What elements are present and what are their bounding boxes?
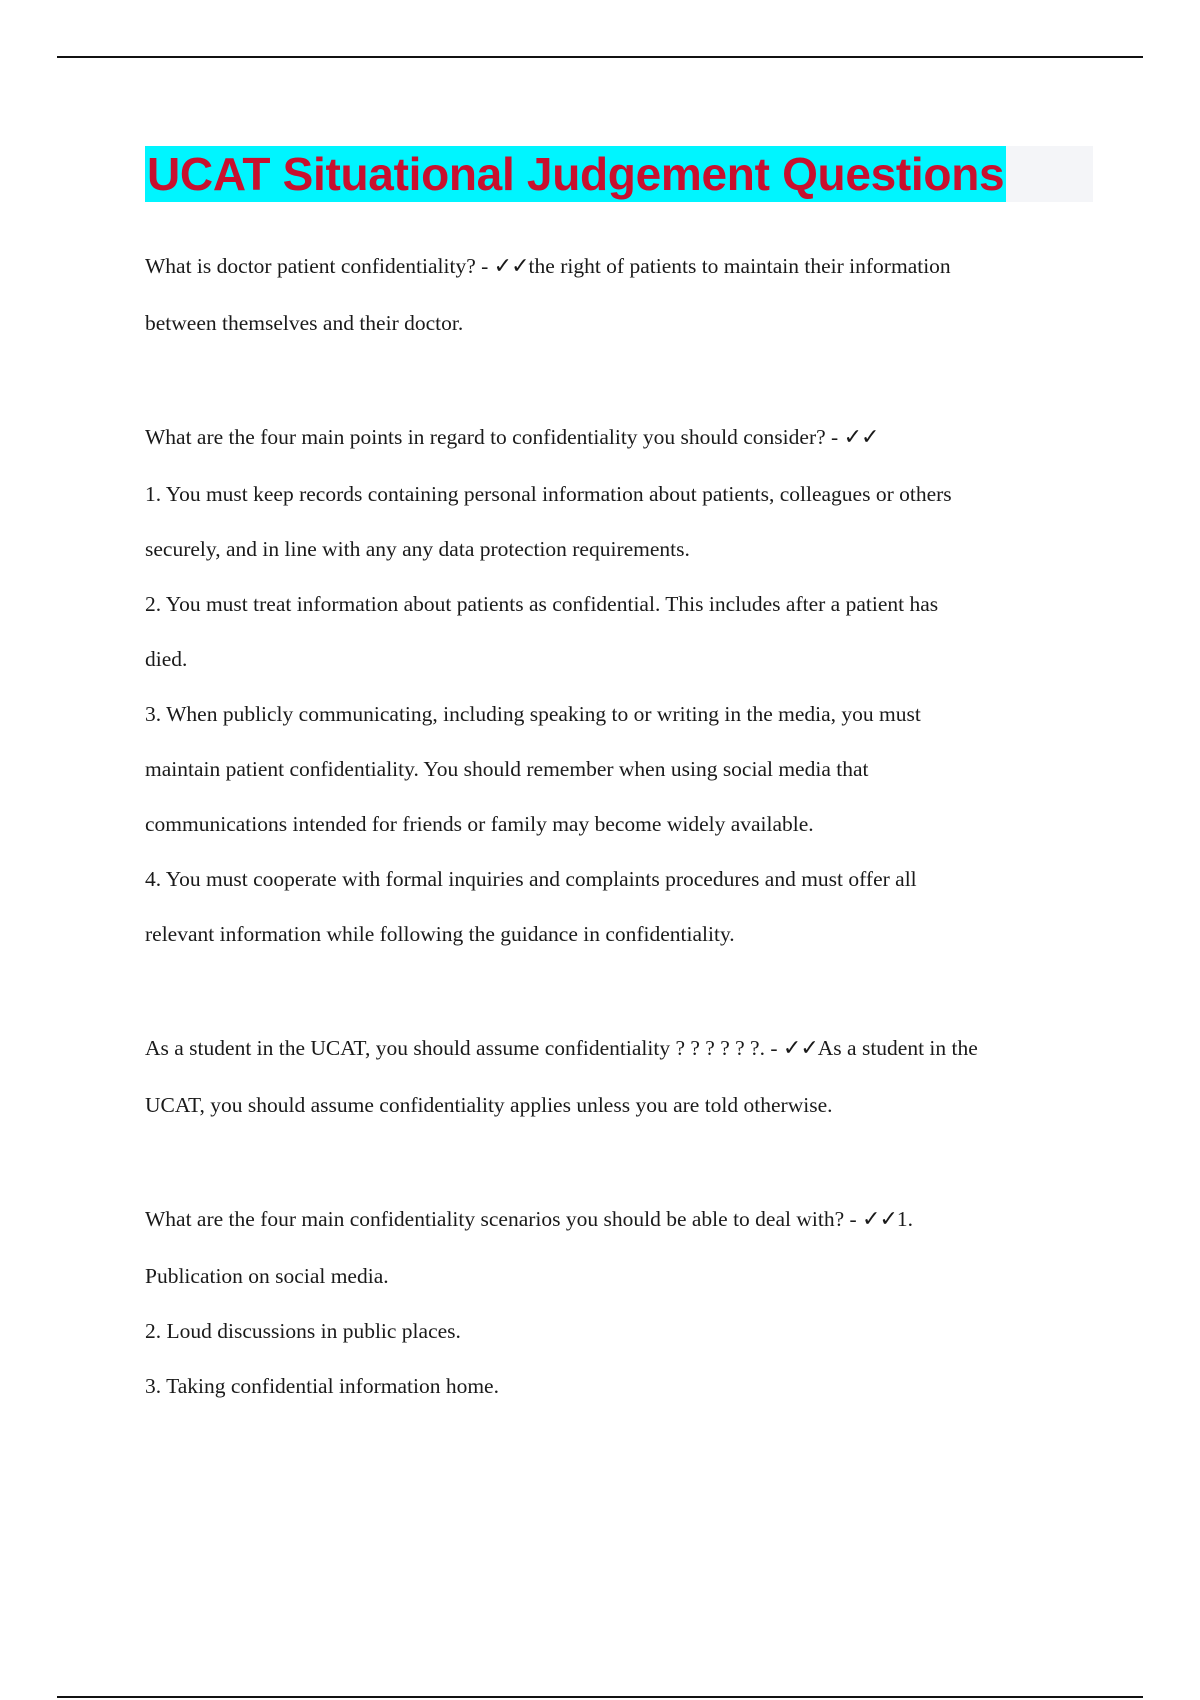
list-item: maintain patient confidentiality. You should remember when using social media that	[145, 757, 869, 781]
list-item: 3. When publicly communicating, including speaking to or writing in the media, you must	[145, 702, 921, 726]
document-title: UCAT Situational Judgement Questions	[147, 148, 1005, 200]
list-item: relevant information while following the guidance in confidentiality.	[145, 922, 735, 946]
qa-doctor-patient-confidentiality	[145, 252, 1105, 337]
list-item: 1. You must keep records containing personal information about patients, colleagues or others	[145, 482, 952, 506]
list-item: 3. Taking confidential information home.	[145, 1374, 499, 1398]
list-item: 2. You must treat information about patients as confidential. This includes after a patient has	[145, 592, 939, 616]
check-mark-icon: ✓✓	[862, 1207, 897, 1232]
answer-text: 1.	[896, 1207, 914, 1231]
check-mark-icon: ✓✓	[843, 425, 879, 450]
answer-text: UCAT, you should assume confidentiality applies unless you are told otherwise.	[145, 1093, 833, 1117]
text-line	[145, 1034, 1105, 1062]
question-text: What are the four main points in regard to confidentiality you should consider? -	[145, 425, 844, 449]
footer-rule	[57, 1696, 1143, 1698]
list-item: 4. You must cooperate with formal inquiries and complaints procedures and must offer all	[145, 867, 917, 891]
qa-four-main-points	[145, 423, 1105, 948]
list-item: Publication on social media.	[145, 1264, 389, 1288]
check-mark-icon: ✓✓	[782, 1036, 818, 1061]
qa-student-confidentiality	[145, 1034, 1105, 1119]
answer-text: between themselves and their doctor.	[145, 311, 464, 335]
list-item: communications intended for friends or family may become widely available.	[145, 812, 814, 836]
check-mark-icon: ✓✓	[493, 254, 529, 279]
text-line	[145, 423, 1105, 451]
title-banner	[145, 146, 1093, 202]
qa-confidentiality-scenarios	[145, 1205, 1105, 1400]
header-rule	[57, 56, 1143, 58]
question-text: What is doctor patient confidentiality? -	[145, 254, 494, 278]
answer-text: the right of patients to maintain their information	[528, 254, 951, 278]
list-item: securely, and in line with any any data protection requirements.	[145, 537, 690, 561]
answer-text: As a student in the	[817, 1036, 978, 1060]
text-line	[145, 252, 1105, 280]
question-text: What are the four main confidentiality scenarios you should be able to deal with? -	[145, 1207, 863, 1231]
question-text: As a student in the UCAT, you should assume confidentiality ? ? ? ? ? ?. -	[145, 1036, 783, 1060]
list-item: 2. Loud discussions in public places.	[145, 1319, 461, 1343]
list-item: died.	[145, 647, 188, 671]
text-line	[145, 1205, 1105, 1233]
document-body	[145, 252, 1105, 1400]
